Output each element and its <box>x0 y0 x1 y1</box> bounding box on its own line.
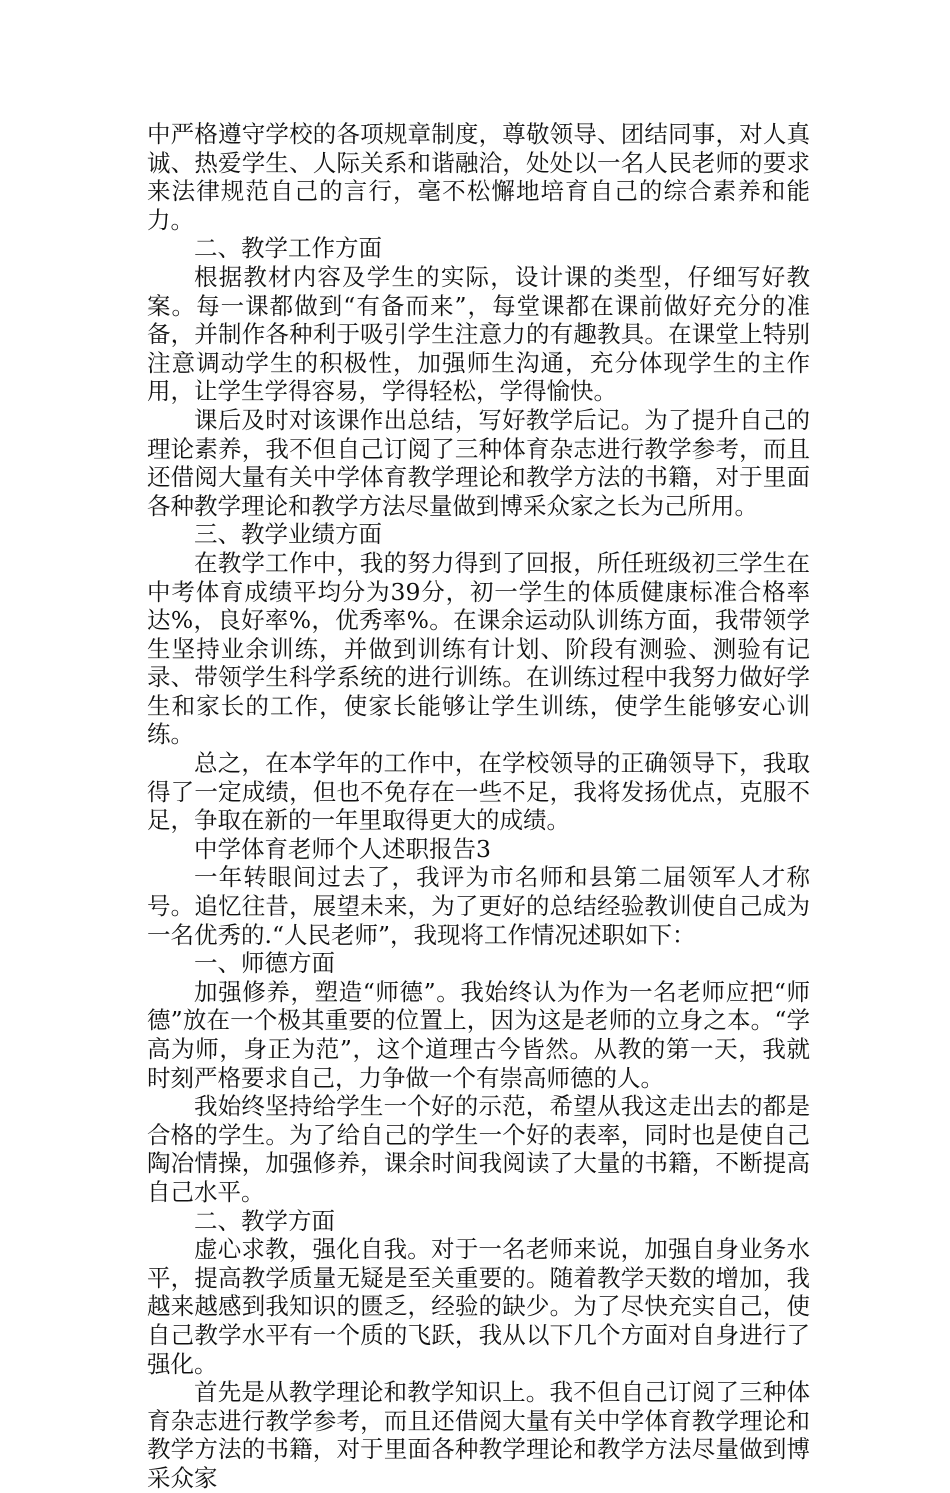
paragraph-continued: 中严格遵守学校的各项规章制度，尊敬领导、团结同事，对人真诚、热爱学生、人际关系和谐融洽，处处以一名人民老师的要求来法律规范自己的言行，毫不松懈地培育自己的综合素养和能力。 <box>147 120 810 234</box>
paragraph: 在教学工作中，我的努力得到了回报，所任班级初三学生在中考体育成绩平均分为39分，初一学生的体质健康标准合格率达%，良好率%，优秀率%。在课余运动队训练方面，我带领学生坚持业余训练，并做到训练有计划、阶段有测验、测验有记录、带领学生科学系统的进行训练。在训练过程中我努力做好学生和家长的工作，使家长能够让学生训练，使学生能够安心训练。 <box>147 548 810 749</box>
paragraph: 一年转眼间过去了，我评为市名师和县第二届领军人才称号。追忆往昔，展望未来，为了更好的总结经验教训使自己成为一名优秀的.“人民老师”，我现将工作情况述职如下： <box>147 863 810 949</box>
document-page <box>147 120 810 1493</box>
section-heading-teaching-results: 三、教学业绩方面 <box>194 520 382 549</box>
section-heading-ethics: 一、师德方面 <box>194 949 335 978</box>
paragraph: 加强修养，塑造“师德”。我始终认为作为一名老师应把“师德”放在一个极其重要的位置上，因为这是老师的立身之本。“学高为师，身正为范”，这个道理古今皆然。从教的第一天，我就时刻严格要求自己，力争做一个有崇高师德的人。 <box>147 977 810 1092</box>
paragraph: 根据教材内容及学生的实际，设计课的类型，仔细写好教案。每一课都做到“有备而来”，每堂课都在课前做好充分的准备，并制作各种利于吸引学生注意力的有趣教具。在课堂上特别注意调动学生的积极性，加强师生沟通，充分体现学生的主作用，让学生学得容易，学得轻松，学得愉快。 <box>147 262 810 406</box>
paragraph: 课后及时对该课作出总结，写好教学后记。为了提升自己的理论素养，我不但自己订阅了三种体育杂志进行教学参考，而且还借阅大量有关中学体育教学理论和教学方法的书籍，对于里面各种教学理论和教学方法尽量做到博采众家之长为己所用。 <box>147 405 810 520</box>
section-heading-teaching: 二、教学方面 <box>194 1206 335 1235</box>
paragraph: 总之，在本学年的工作中，在学校领导的正确领导下，我取得了一定成绩，但也不免存在一些不足，我将发扬优点，克服不足，争取在新的一年里取得更大的成绩。 <box>147 749 810 835</box>
section-heading-teaching-work: 二、教学工作方面 <box>194 234 382 263</box>
paragraph: 虚心求教，强化自我。对于一名老师来说，加强自身业务水平，提高教学质量无疑是至关重要的。随着教学天数的增加，我越来越感到我知识的匮乏，经验的缺少。为了尽快充实自己，使自己教学水平有一个质的飞跃，我从以下几个方面对自身进行了强化。 <box>147 1235 810 1378</box>
paragraph: 我始终坚持给学生一个好的示范，希望从我这走出去的都是合格的学生。为了给自己的学生一个好的表率，同时也是使自己陶冶情操，加强修养，课余时间我阅读了大量的书籍，不断提高自己水平。 <box>147 1092 810 1206</box>
report-title: 中学体育老师个人述职报告3 <box>194 834 491 863</box>
paragraph: 首先是从教学理论和教学知识上。我不但自己订阅了三种体育杂志进行教学参考，而且还借阅大量有关中学体育教学理论和教学方法的书籍，对于里面各种教学理论和教学方法尽量做到博采众家 <box>147 1378 810 1492</box>
